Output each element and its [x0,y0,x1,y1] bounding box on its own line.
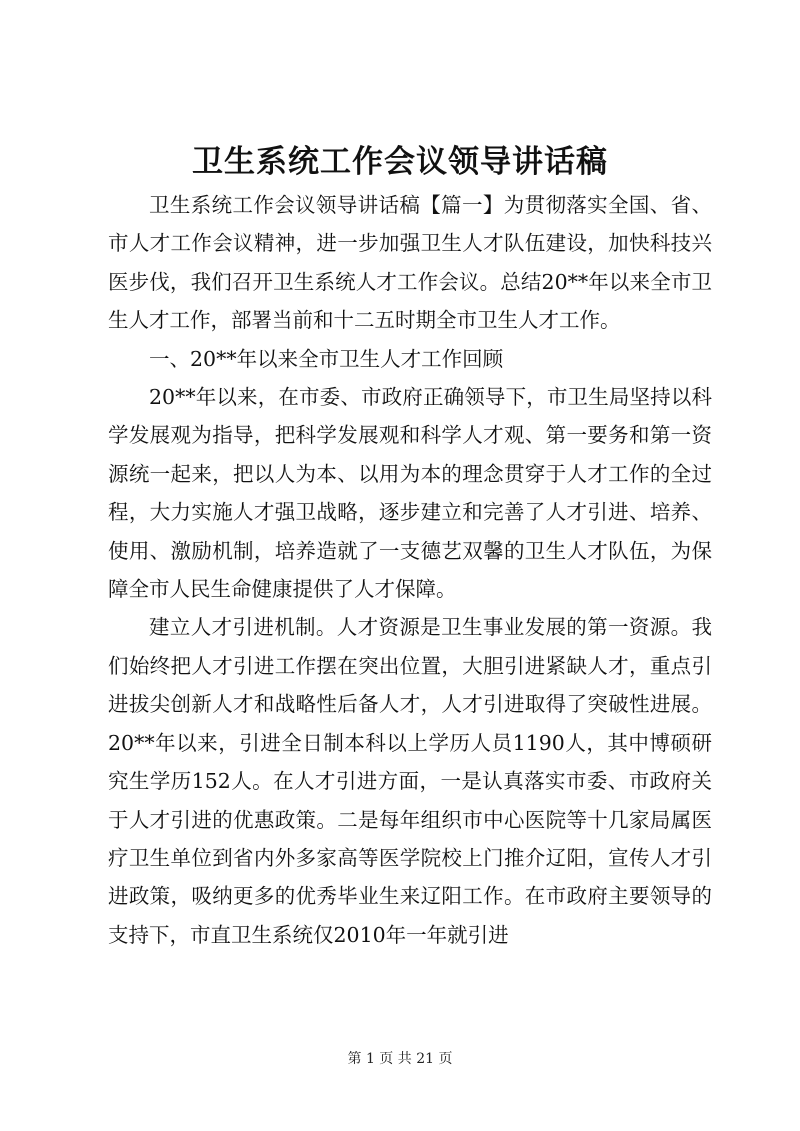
page-footer: 第 1 页 共 21 页 [347,1051,453,1067]
paragraph-intro: 卫生系统工作会议领导讲话稿【篇一】为贯彻落实全国、省、市人才工作会议精神，进一步加强卫生人才队伍建设，加快科技兴医步伐，我们召开卫生系统人才工作会议。总结20**年以来全市卫生人才工作，部署当前和十二五时期全市卫生人才工作。 [108,193,712,333]
document-body [108,186,712,954]
section-heading: 一、20**年以来全市卫生人才工作回顾 [149,346,504,371]
paragraph-talent-introduction: 建立人才引进机制。人才资源是卫生事业发展的第一资源。我们始终把人才引进工作摆在突出位置，大胆引进紧缺人才，重点引进拔尖创新人才和战略性后备人才，人才引进取得了突破性进展。20**年以来，引进全日制本科以上学历人员1190人，其中博硕研究生学历152人。在人才引进方面，一是认真落实市委、市政府关于人才引进的优惠政策。二是每年组织市中心医院等十几家局属医疗卫生单位到省内外多家高等医学院校上门推介辽阳，宣传人才引进政策，吸纳更多的优秀毕业生来辽阳工作。在市政府主要领导的支持下，市直卫生系统仅2010年一年就引进 [108,615,712,947]
document-title: 卫生系统工作会议领导讲话稿 [192,144,608,180]
paragraph-review: 20**年以来，在市委、市政府正确领导下，市卫生局坚持以科学发展观为指导，把科学发展观和科学人才观、第一要务和第一资源统一起来，把以人为本、以用为本的理念贯穿于人才工作的全过程，大力实施人才强卫战略，逐步建立和完善了人才引进、培养、使用、激励机制，培养造就了一支德艺双馨的卫生人才队伍，为保障全市人民生命健康提供了人才保障。 [108,385,712,602]
